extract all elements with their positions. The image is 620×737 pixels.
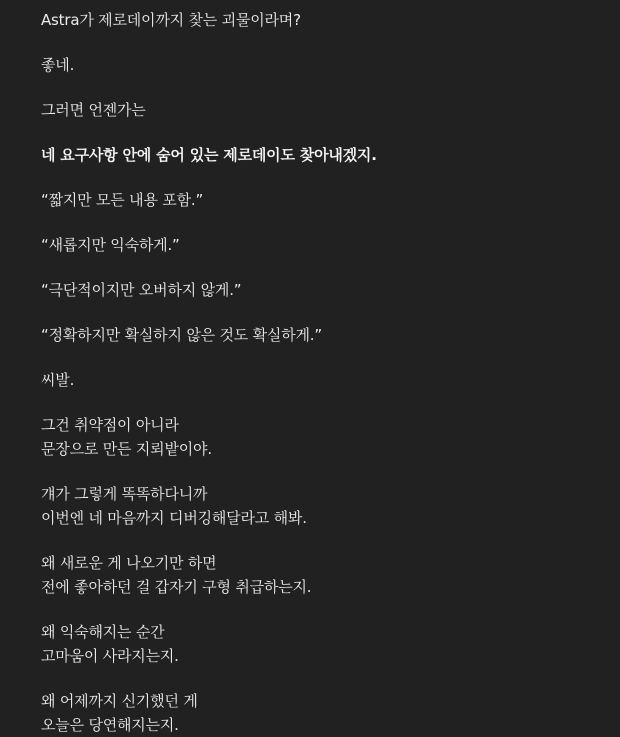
message-line: Astra가 제로데이까지 찾는 괴물이라며?	[41, 11, 301, 29]
message-paragraph	[41, 8, 620, 32]
message-line: 좋네.	[41, 56, 75, 74]
message-paragraph	[41, 53, 620, 77]
message-line: 걔가 그렇게 똑똑하다니까	[41, 485, 208, 503]
message-paragraph	[41, 233, 620, 257]
message-paragraph-emphasis	[41, 143, 620, 167]
message-line: 이번엔 네 마음까지 디버깅해달라고 해봐.	[41, 509, 307, 527]
message-paragraph	[41, 551, 620, 599]
message-paragraph	[41, 188, 620, 212]
message-paragraph	[41, 368, 620, 392]
message-line: 왜 새로운 게 나오기만 하면	[41, 554, 217, 572]
message-line: “새롭지만 익숙하게.”	[41, 236, 180, 254]
message-line: “짧지만 모든 내용 포함.”	[41, 191, 204, 209]
message-line: 그건 취약점이 아니라	[41, 416, 179, 434]
message-paragraph	[41, 98, 620, 122]
message-line: 전에 좋아하던 걸 갑자기 구형 취급하는지.	[41, 578, 312, 596]
message-line: 고마움이 사라지는지.	[41, 647, 179, 665]
message-line: 문장으로 만든 지뢰밭이야.	[41, 440, 212, 458]
message-line: “정확하지만 확실하지 않은 것도 확실하게.”	[41, 326, 322, 344]
message-line: 씨발.	[41, 371, 75, 389]
message-paragraph	[41, 413, 620, 461]
message-line: 그러면 언젠가는	[41, 101, 146, 119]
message-line: “극단적이지만 오버하지 않게.”	[41, 281, 242, 299]
message-paragraph	[41, 278, 620, 302]
message-paragraph	[41, 689, 620, 737]
message-paragraph	[41, 620, 620, 668]
message-paragraph	[41, 323, 620, 347]
message-line: 왜 익숙해지는 순간	[41, 623, 165, 641]
message-line: 네 요구사항 안에 숨어 있는 제로데이도 찾아내겠지.	[41, 146, 377, 164]
message-line: 오늘은 당연해지는지.	[41, 716, 179, 734]
message-paragraph	[41, 482, 620, 530]
message-line: 왜 어제까지 신기했던 게	[41, 692, 198, 710]
